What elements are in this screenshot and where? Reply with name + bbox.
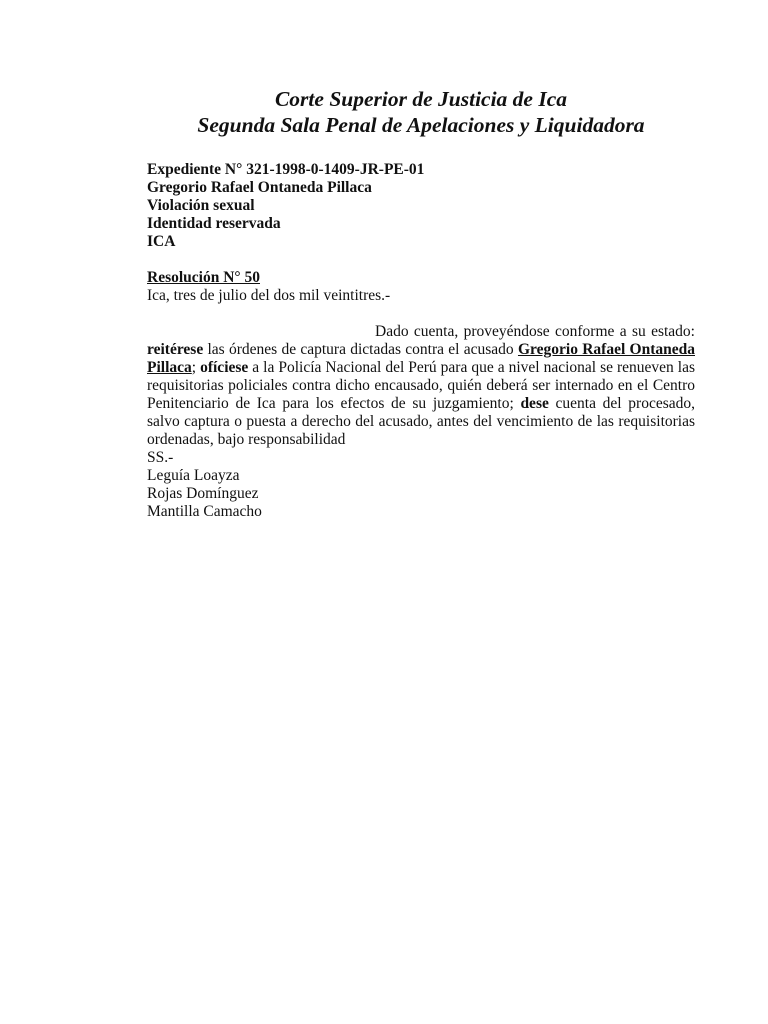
- body-bold-oficiese: ofíciese: [200, 359, 249, 376]
- judge-name: Mantilla Camacho: [147, 503, 262, 520]
- court-name: Corte Superior de Justicia de Ica: [274, 87, 568, 111]
- body-bold-dese: dese: [520, 395, 549, 412]
- body-defendant-name: Gregorio Rafael Ontaneda Pillaca: [147, 341, 695, 376]
- defendant-name: Gregorio Rafael Ontaneda Pillaca: [147, 179, 372, 196]
- body-bold-reiterese: reitérese: [147, 341, 204, 358]
- signatures-prefix: SS.-: [147, 449, 174, 466]
- body-text-5: cuenta del procesado, salvo captura o puesta a derecho del acusado, antes del vencimiento de las requisitorias ordenadas, bajo responsabilidad: [147, 395, 695, 448]
- case-details: [147, 161, 695, 251]
- body-text-2: las órdenes de captura dictadas contra el acusado: [203, 341, 518, 358]
- body-text-3: ;: [191, 359, 201, 376]
- body-text-4: a la Policía Nacional del Perú para que a nivel nacional se renueven las requisitorias policiales contra dicho encausado, quién deberá ser internado en el Centro Penitenciario de Ica para los efectos de su juzgamiento;: [147, 359, 696, 412]
- victim-identity: Identidad reservada: [147, 215, 281, 232]
- offense: Violación sexual: [147, 197, 255, 214]
- resolution-heading: [147, 269, 695, 305]
- resolution-title: Resolución N° 50: [147, 269, 260, 286]
- document-page: [147, 86, 695, 521]
- case-location: ICA: [147, 233, 176, 250]
- file-number: Expediente N° 321-1998-0-1409-JR-PE-01: [147, 161, 425, 178]
- signatures: [147, 449, 695, 521]
- judge-name: Leguía Loayza: [147, 467, 240, 484]
- resolution-body: [147, 323, 695, 449]
- resolution-date: Ica, tres de julio del dos mil veintitres.-: [147, 287, 391, 304]
- chamber-name: Segunda Sala Penal de Apelaciones y Liquidadora: [197, 113, 645, 137]
- body-text-1: Dado cuenta, proveyéndose conforme a su estado:: [375, 323, 695, 340]
- document-header: [147, 86, 695, 138]
- judge-name: Rojas Domínguez: [147, 485, 259, 502]
